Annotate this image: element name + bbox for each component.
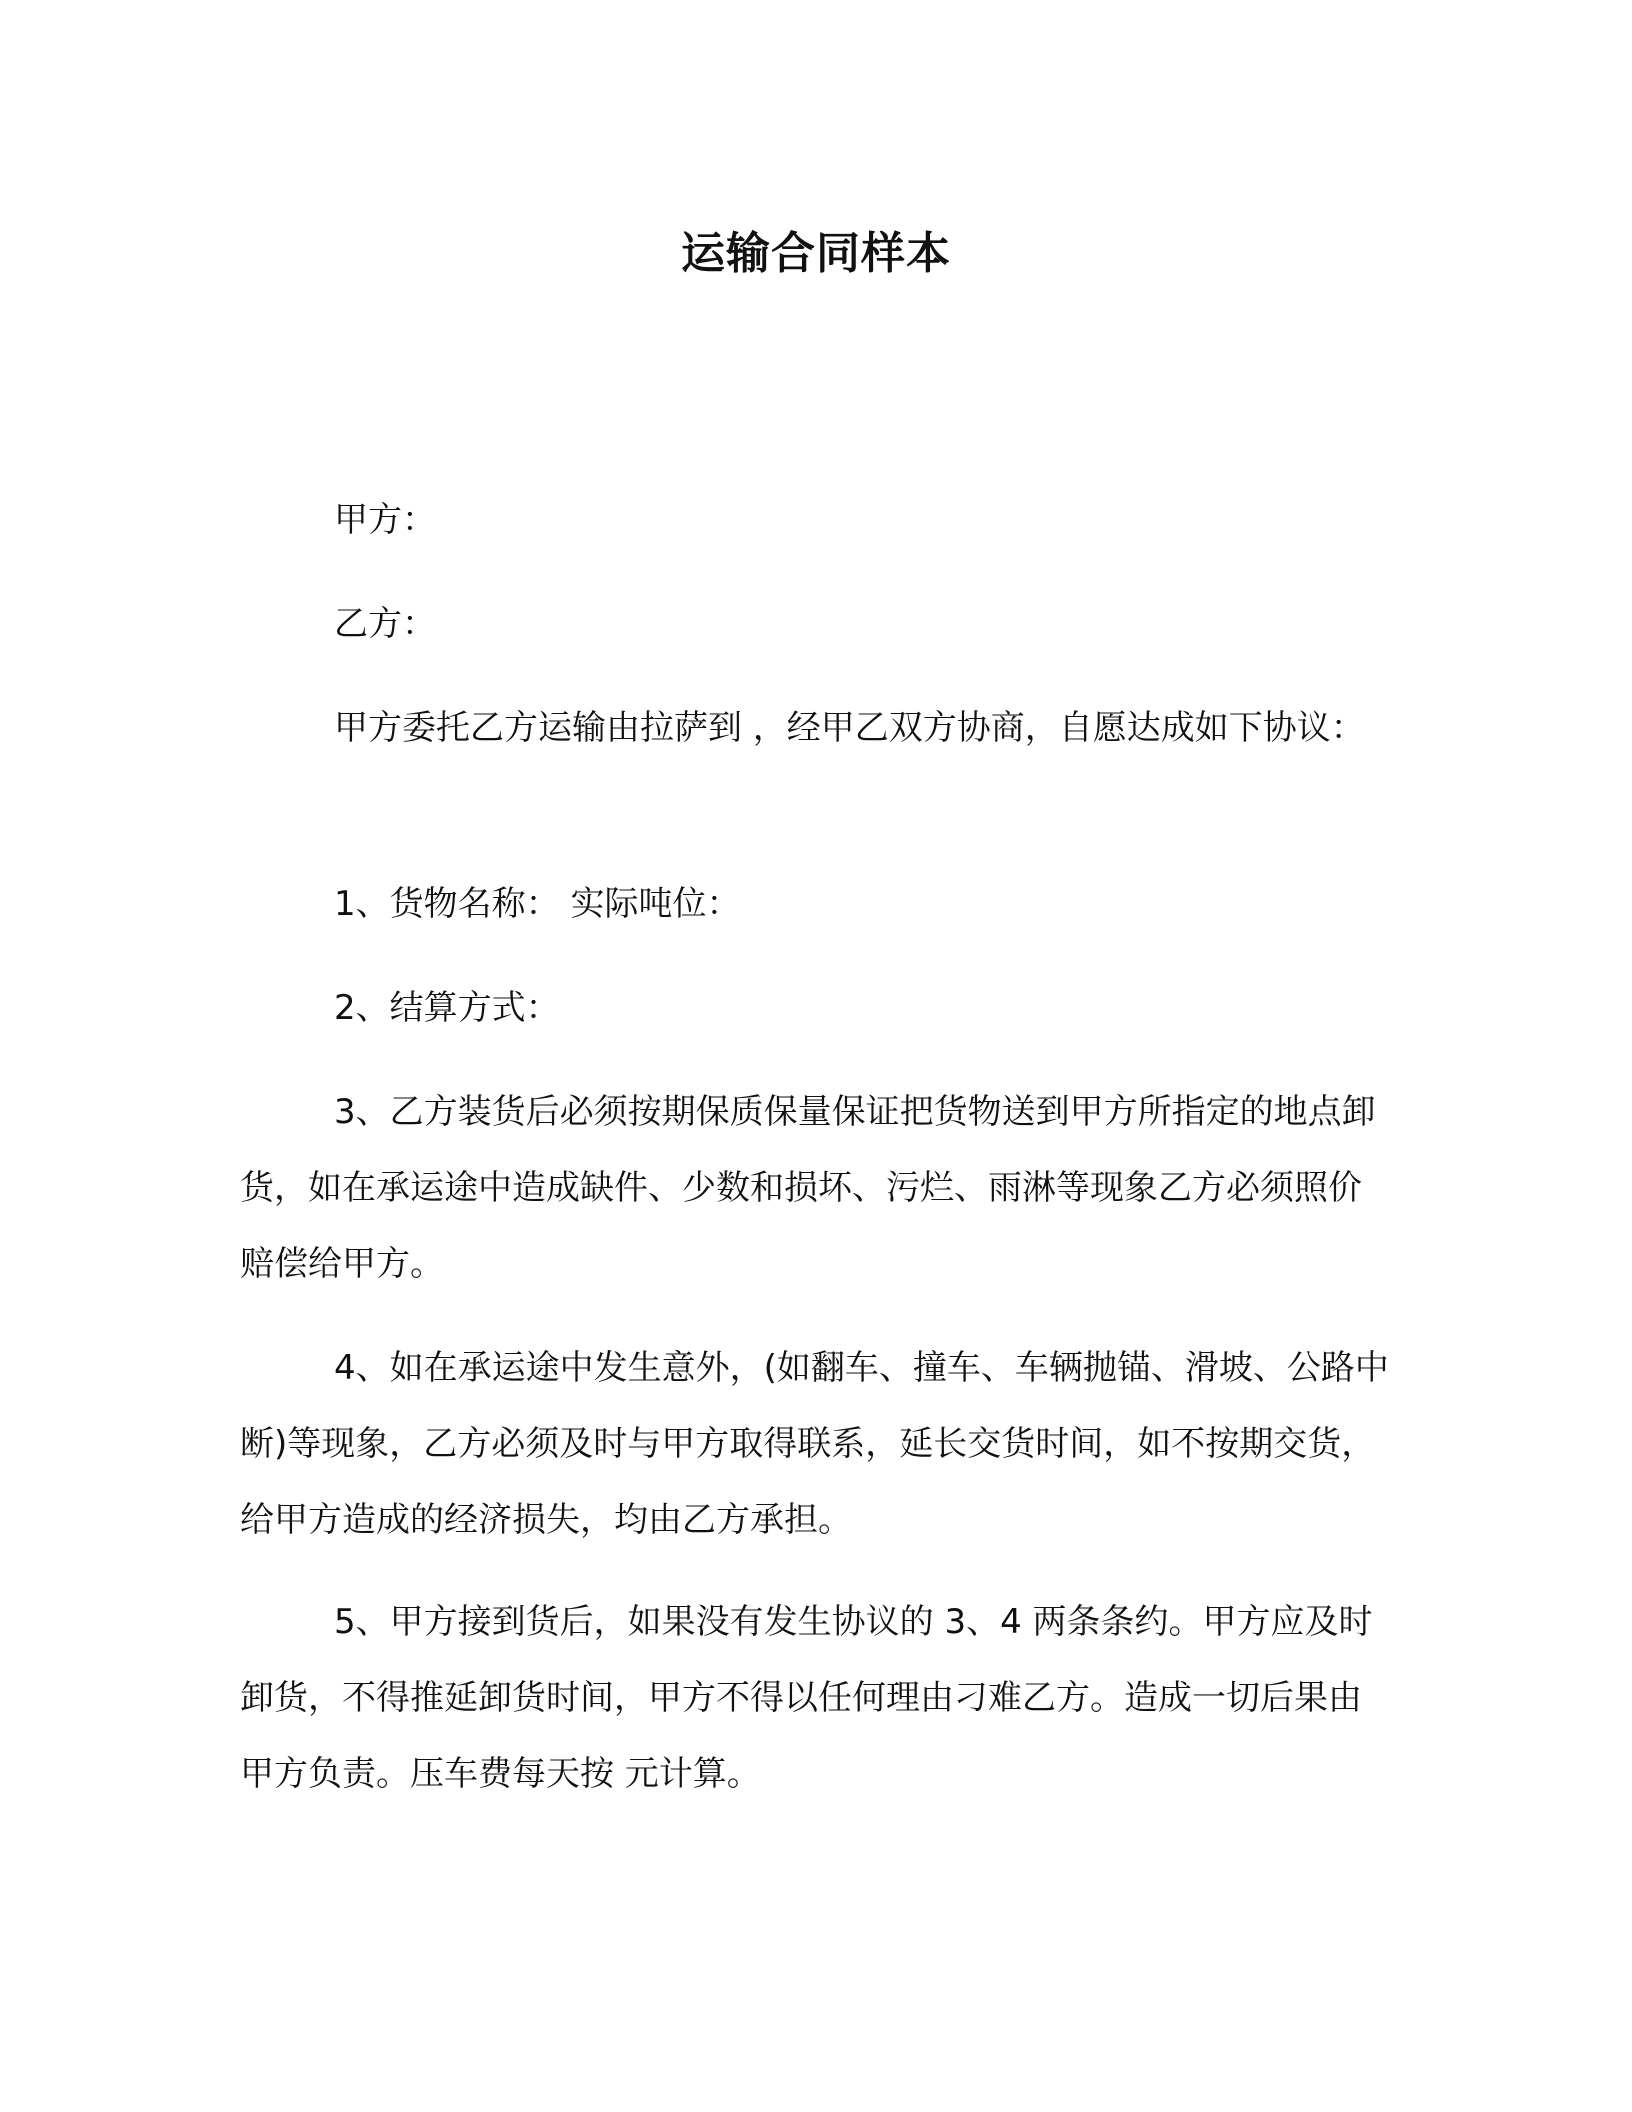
document-title: 运输合同样本: [681, 228, 951, 279]
intro-paragraph: 甲方委托乙方运输由拉萨到 ，经甲乙双方协商，自愿达成如下协议：: [334, 708, 1365, 748]
clause-5: 5、甲方接到货后，如果没有发生协议的 3、4 两条条约。甲方应及时卸货，不得推延卸货时间，甲方不得以任何理由刁难乙方。造成一切后果由甲方负责。压车费每天按 元计算。: [240, 1602, 1373, 1794]
clause-4: 4、如在承运途中发生意外，(如翻车、撞车、车辆抛锚、滑坡、公路中断)等现象，乙方必须及时与甲方取得联系，延长交货时间，如不按期交货，给甲方造成的经济损失，均由乙方承担。: [240, 1348, 1389, 1540]
clause-3: 3、乙方装货后必须按期保质保量保证把货物送到甲方所指定的地点卸货，如在承运途中造成缺件、少数和损坏、污烂、雨淋等现象乙方必须照价赔偿给甲方。: [240, 1092, 1376, 1284]
clause-1: 1、货物名称： 实际吨位：: [334, 884, 741, 924]
party-b-label: 乙方：: [334, 604, 436, 644]
party-a-label: 甲方：: [334, 500, 436, 540]
clause-2: 2、结算方式：: [334, 988, 560, 1028]
